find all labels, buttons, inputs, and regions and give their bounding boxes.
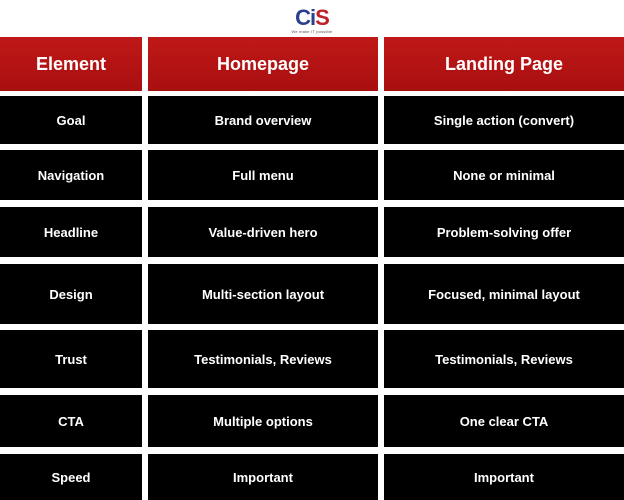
homepage-trust: Testimonials, Reviews	[148, 330, 378, 388]
landing-trust: Testimonials, Reviews	[384, 330, 624, 388]
logo-mark-accent: S	[315, 4, 329, 30]
row-label-goal: Goal	[0, 96, 142, 144]
row-label-navigation: Navigation	[0, 150, 142, 200]
landing-navigation: None or minimal	[384, 150, 624, 200]
landing-speed: Important	[384, 454, 624, 500]
landing-cta: One clear CTA	[384, 395, 624, 447]
header-element: Element	[0, 37, 142, 91]
header-landing-page: Landing Page	[384, 37, 624, 91]
homepage-speed: Important	[148, 454, 378, 500]
landing-headline: Problem-solving offer	[384, 207, 624, 257]
homepage-cta: Multiple options	[148, 395, 378, 447]
landing-goal: Single action (convert)	[384, 96, 624, 144]
landing-design: Focused, minimal layout	[384, 264, 624, 324]
row-label-trust: Trust	[0, 330, 142, 388]
row-label-cta: CTA	[0, 395, 142, 447]
homepage-design: Multi-section layout	[148, 264, 378, 324]
row-label-design: Design	[0, 264, 142, 324]
row-label-speed: Speed	[0, 454, 142, 500]
homepage-goal: Brand overview	[148, 96, 378, 144]
homepage-navigation: Full menu	[148, 150, 378, 200]
header-homepage: Homepage	[148, 37, 378, 91]
homepage-headline: Value-driven hero	[148, 207, 378, 257]
row-label-headline: Headline	[0, 207, 142, 257]
logo-mark-main: Ci	[295, 4, 316, 30]
logo-tagline: We make IT possible	[291, 28, 333, 34]
